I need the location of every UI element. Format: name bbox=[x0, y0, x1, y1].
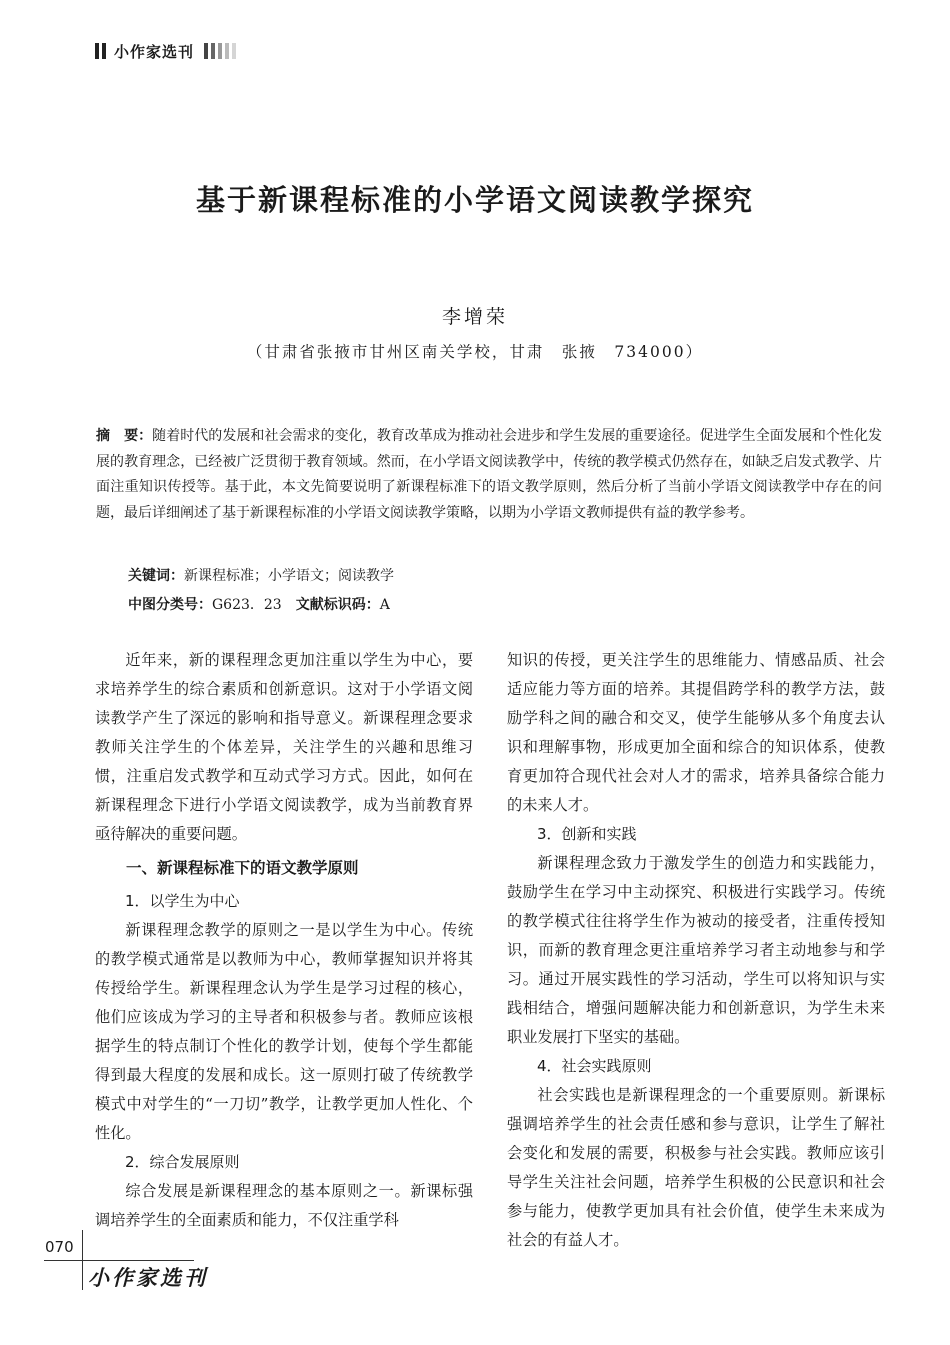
left-column bbox=[95, 646, 473, 1235]
subheading-1: 1．以学生为中心 bbox=[125, 892, 240, 910]
doc-code: A bbox=[379, 597, 390, 613]
right-column bbox=[507, 646, 885, 1255]
footer-divider-horizontal bbox=[44, 1260, 194, 1261]
header-bars-right bbox=[204, 43, 236, 59]
paragraph-2: 综合发展是新课程理念的基本原则之一。新课标强调培养学生的全面素质和能力，不仅注重学科 bbox=[95, 1182, 473, 1229]
intro-paragraph: 近年来，新的课程理念更加注重以学生为中心，要求培养学生的综合素质和创新意识。这对于小学语文阅读教学产生了深远的影响和指导意义。新课程理念要求教师关注学生的个体差异，关注学生的兴趣和思维习惯，注重启发式教学和互动式学习方式。因此，如何在新课程理念下进行小学语文阅读教学，成为当前教育界亟待解决的重要问题。 bbox=[95, 651, 473, 843]
classification-code: G623．23 bbox=[212, 597, 282, 613]
abstract-text: 随着时代的发展和社会需求的变化，教育改革成为推动社会进步和学生发展的重要途径。促进学生全面发展和个性化发展的教育理念，已经被广泛贯彻于教育领域。然而，在小学语文阅读教学中，传统的教学模式仍然存在，如缺乏启发式教学、片面注重知识传授等。基于此，本文先简要说明了新课程标准下的语文教学原则，然后分析了当前小学语文阅读教学中存在的问题，最后详细阐述了基于新课程标准的小学语文阅读教学策略，以期为小学语文教师提供有益的教学参考。 bbox=[96, 428, 883, 521]
paragraph-4: 社会实践也是新课程理念的一个重要原则。新课标强调培养学生的社会责任感和参与意识，让学生了解社会变化和发展的需要，积极参与社会实践。教师应该引导学生关注社会问题，培养学生积极的公民意识和社会参与能力，使教学更加具有社会价值，使学生未来成为社会的有益人才。 bbox=[507, 1086, 885, 1249]
subheading-4: 4．社会实践原则 bbox=[537, 1057, 652, 1075]
subheading-2: 2．综合发展原则 bbox=[125, 1153, 240, 1171]
paragraph-2-continued: 知识的传授，更关注学生的思维能力、情感品质、社会适应能力等方面的培养。其提倡跨学科的教学方法，鼓励学科之间的融合和交叉，使学生能够从多个角度去认识和理解事物，形成更加全面和综合的知识体系，使教育更加符合现代社会对人才的需求，培养具备综合能力的未来人才。 bbox=[507, 651, 885, 814]
doc-code-label: 文献标识码： bbox=[295, 597, 380, 613]
paper-title: 基于新课程标准的小学语文阅读教学探究 bbox=[195, 183, 754, 217]
abstract-label: 摘 要： bbox=[96, 428, 153, 444]
journal-name: 小作家选刊 bbox=[114, 42, 195, 61]
section-heading-1: 一、新课程标准下的语文教学原则 bbox=[126, 859, 359, 877]
paragraph-3: 新课程理念致力于激发学生的创造力和实践能力，鼓励学生在学习中主动探究、积极进行实践学习。传统的教学模式往往将学生作为被动的接受者，注重传授知识，而新的教育理念更注重培养学习者主动地参与和学习。通过开展实践性的学习活动，学生可以将知识与实践相结合，增强问题解决能力和创新意识，为学生未来职业发展打下坚实的基础。 bbox=[507, 854, 885, 1046]
author-affiliation: （甘肃省张掖市甘州区南关学校，甘肃 张掖 734000） bbox=[246, 343, 704, 361]
keywords bbox=[128, 565, 394, 585]
classification bbox=[128, 594, 390, 614]
header-bars-left bbox=[95, 43, 106, 59]
paragraph-1: 新课程理念教学的原则之一是以学生为中心。传统的教学模式通常是以教师为中心，教师掌握知识并将其传授给学生。新课程理念认为学生是学习过程的核心，他们应该成为学习的主导者和积极参与者。教师应该根据学生的特点制订个性化的教学计划，使每个学生都能得到最大程度的发展和成长。这一原则打破了传统教学模式中对学生的“一刀切”教学，让教学更加人性化、个性化。 bbox=[95, 921, 473, 1142]
keywords-label: 关键词： bbox=[128, 568, 184, 584]
footer-logo: 小作家选刊 bbox=[88, 1265, 208, 1290]
subheading-3: 3．创新和实践 bbox=[537, 825, 637, 843]
keywords-text: 新课程标准；小学语文；阅读教学 bbox=[184, 568, 394, 584]
running-header bbox=[95, 40, 236, 62]
classification-label: 中图分类号： bbox=[128, 597, 212, 613]
abstract bbox=[96, 424, 882, 526]
author-name: 李增荣 bbox=[441, 306, 508, 328]
page-number: 070 bbox=[45, 1238, 74, 1256]
